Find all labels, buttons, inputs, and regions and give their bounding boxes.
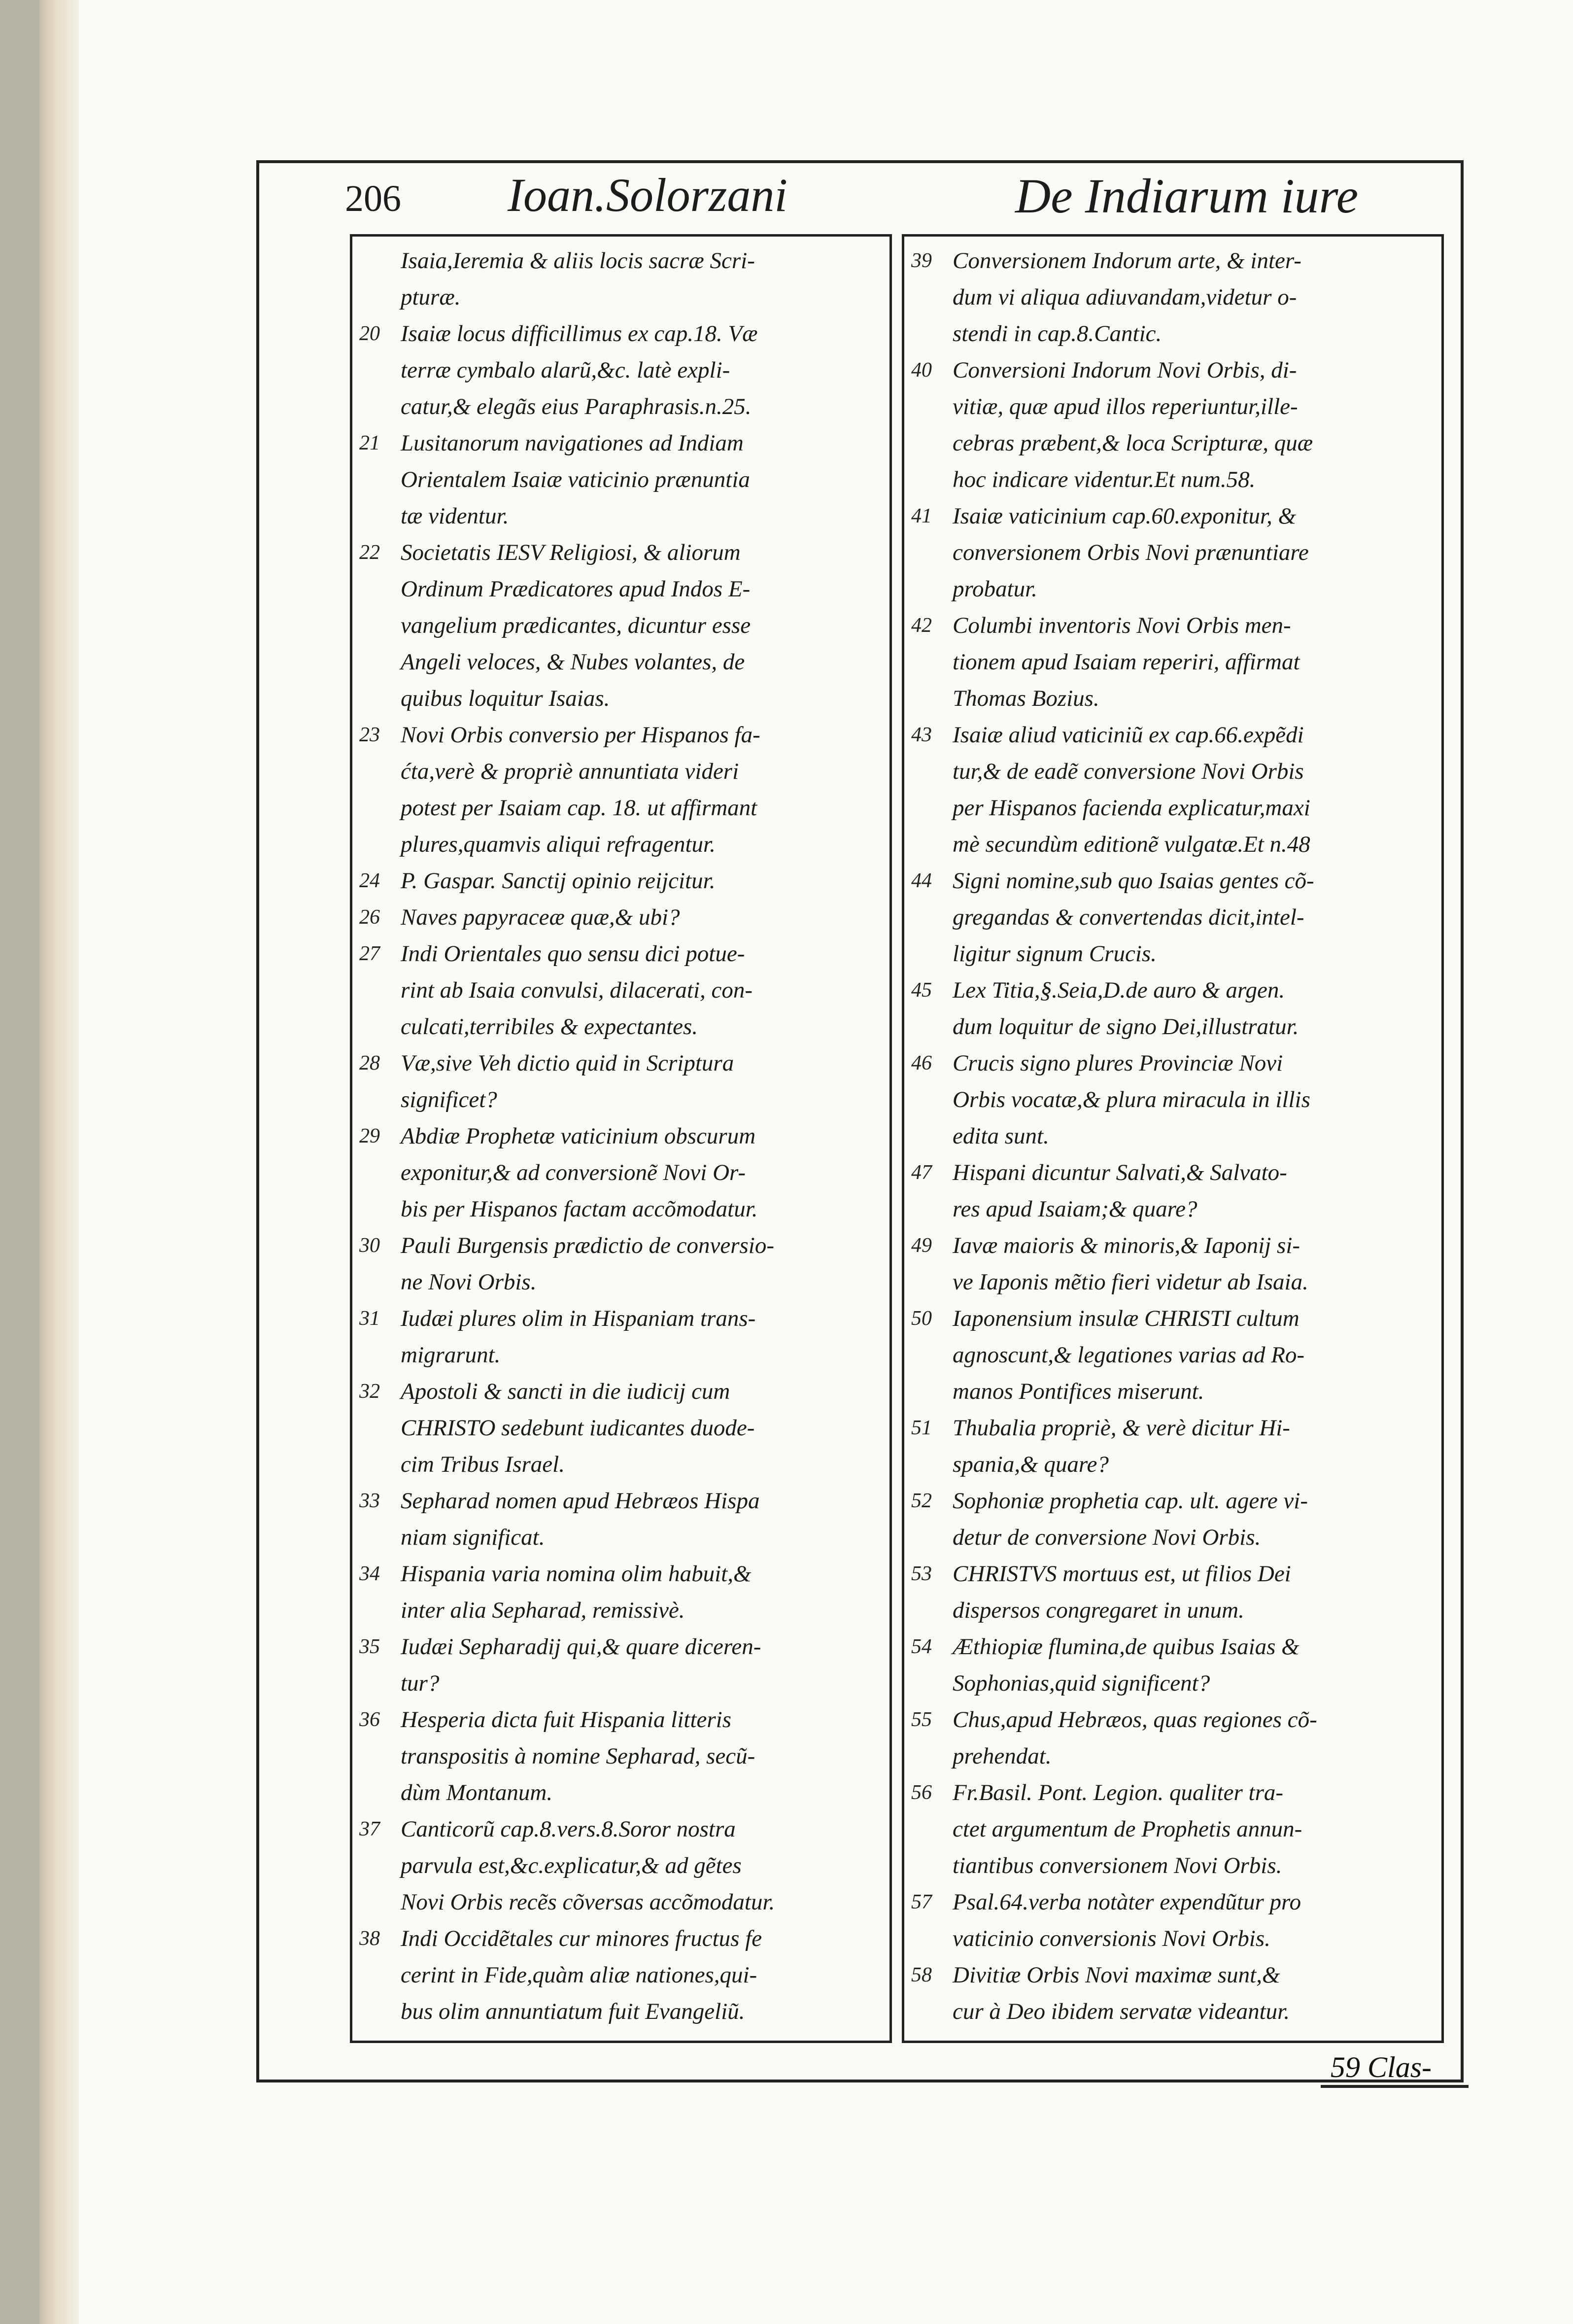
entry-number: 40 — [911, 359, 932, 382]
entry-number: 43 — [911, 724, 932, 746]
entry-text: Væ,sive Veh dictio quid in Scriptura significet? — [401, 1050, 734, 1112]
right-column — [902, 234, 1444, 2043]
entry-number: 56 — [911, 1781, 932, 1804]
entry-number: 44 — [911, 869, 932, 892]
index-entry — [911, 1227, 1435, 1300]
index-entry — [359, 1811, 883, 1920]
index-entry — [911, 1483, 1435, 1556]
entry-text: Apostoli & sancti in die iudicij cum CHRISTO sedebunt iudicantes duode- cim Tribus Israel. — [401, 1379, 755, 1477]
entry-number: 32 — [359, 1380, 380, 1403]
entry-text: Hispani dicuntur Salvati,& Salvato- res apud Isaiam;& quare? — [953, 1160, 1287, 1222]
entry-text: Pauli Burgensis prædictio de conversio- ne Novi Orbis. — [401, 1233, 774, 1295]
entry-number: 20 — [359, 322, 380, 345]
entry-text: Columbi inventoris Novi Orbis men- tionem apud Isaiam reperiri, affirmat Thomas Bozius. — [953, 613, 1300, 711]
entry-number: 46 — [911, 1052, 932, 1075]
index-entry — [359, 1373, 883, 1483]
entry-number: 38 — [359, 1927, 380, 1950]
index-entry — [359, 863, 883, 899]
entry-number: 27 — [359, 942, 380, 965]
entry-text: Isaiæ vaticinium cap.60.exponitur, & conversionem Orbis Novi prænuntiare probatur. — [953, 503, 1309, 602]
entry-text: Fr.Basil. Pont. Legion. qualiter tra- ctet argumentum de Prophetis annun- tiantibus conversionem Novi Orbis. — [953, 1780, 1302, 1878]
index-entry — [359, 243, 883, 315]
index-entry — [911, 1154, 1435, 1227]
entry-number: 31 — [359, 1307, 380, 1330]
entry-text: Æthiopiæ flumina,de quibus Isaias & Sophonias,quid significent? — [953, 1634, 1299, 1696]
entry-number: 36 — [359, 1708, 380, 1731]
entry-text: Conversionem Indorum arte, & inter- dum vi aliqua adiuvandam,videtur o- stendi in cap.8.Cantic. — [953, 248, 1301, 347]
entry-number: 33 — [359, 1490, 380, 1512]
entry-number: 30 — [359, 1234, 380, 1257]
index-entry — [359, 315, 883, 425]
index-entry — [911, 1774, 1435, 1884]
entry-number: 57 — [911, 1891, 932, 1913]
page-gutter — [39, 0, 79, 2324]
entry-text: P. Gaspar. Sanctij opinio reijcitur. — [401, 868, 716, 894]
entry-number: 55 — [911, 1708, 932, 1731]
header-author: Ioan.Solorzani — [508, 169, 788, 221]
index-entry — [911, 498, 1435, 607]
index-entry — [359, 717, 883, 863]
index-entry — [911, 1300, 1435, 1410]
entry-text: Hesperia dicta fuit Hispania litteris transpositis à nomine Sepharad, secũ- dùm Montanum. — [401, 1707, 755, 1805]
index-entry — [359, 534, 883, 717]
entry-number: 41 — [911, 505, 932, 527]
entry-number: 35 — [359, 1635, 380, 1658]
index-entry — [359, 1045, 883, 1118]
index-entry — [911, 1884, 1435, 1957]
entry-text: Conversioni Indorum Novi Orbis, di- vitiæ, quæ apud illos reperiuntur,ille- cebras præbent,& loca Scripturæ, quæ hoc indicare videntur.Et num.58. — [953, 357, 1313, 492]
entry-number: 29 — [359, 1125, 380, 1147]
index-entry — [359, 1483, 883, 1556]
index-entry — [359, 1118, 883, 1227]
index-entry — [911, 1701, 1435, 1774]
entry-text: Canticorũ cap.8.vers.8.Soror nostra parvula est,&c.explicatur,& ad gẽtes Novi Orbis recẽs cõversas accõmodatur. — [401, 1816, 775, 1915]
entry-number: 58 — [911, 1964, 932, 1986]
entry-number: 51 — [911, 1417, 932, 1439]
index-entry — [359, 1629, 883, 1701]
running-header — [345, 168, 1449, 232]
entry-text: Iudæi Sepharadij qui,& quare diceren- tur? — [401, 1634, 761, 1696]
entry-text: Divitiæ Orbis Novi maximæ sunt,& cur à Deo ibidem servatæ videantur. — [953, 1962, 1290, 2024]
entry-text: Societatis IESV Religiosi, & aliorum Ordinum Prædicatores apud Indos E- vangelium prædicantes, dicuntur esse Angeli veloces, & Nubes volantes, de quibus loquitur Isaias. — [401, 540, 751, 711]
entry-text: Indi Occidẽtales cur minores fructus fe cerint in Fide,quàm aliæ nationes,qui- bus olim annuntiatum fuit Evangeliũ. — [401, 1926, 762, 2024]
entry-text: Lex Titia,§.Seia,D.de auro & argen. dum loquitur de signo Dei,illustratur. — [953, 977, 1299, 1040]
entry-text: Indi Orientales quo sensu dici potue- rint ab Isaia convulsi, dilacerati, con- culcati,terribiles & expectantes. — [401, 941, 753, 1040]
index-entry — [911, 863, 1435, 972]
page-number: 206 — [345, 178, 401, 219]
entry-number: 45 — [911, 979, 932, 1002]
index-entry — [359, 899, 883, 936]
entry-text: Sepharad nomen apud Hebræos Hispa niam significat. — [401, 1488, 760, 1550]
index-entry — [911, 972, 1435, 1045]
index-entry — [911, 1957, 1435, 2030]
entry-text: Abdiæ Prophetæ vaticinium obscurum exponitur,& ad conversionẽ Novi Or- bis per Hispanos factam accõmodatur. — [401, 1123, 758, 1222]
entry-text: Crucis signo plures Provinciæ Novi Orbis vocatæ,& plura miracula in illis edita sunt. — [953, 1050, 1310, 1149]
entry-text: CHRISTVS mortuus est, ut filios Dei dispersos congregaret in unum. — [953, 1561, 1291, 1623]
entry-text: Isaia,Ieremia & aliis locis sacræ Scri- pturæ. — [401, 248, 755, 310]
entry-text: Signi nomine,sub quo Isaias gentes cõ- gregandas & convertendas dicit,intel- ligitur signum Crucis. — [953, 868, 1314, 967]
left-column — [350, 234, 892, 2043]
index-entry — [359, 1227, 883, 1300]
index-entry — [911, 352, 1435, 498]
entry-number: 42 — [911, 614, 932, 637]
entry-text: Hispania varia nomina olim habuit,& inter alia Sepharad, remissivè. — [401, 1561, 752, 1623]
index-entry — [359, 936, 883, 1045]
footer-rule — [1321, 2085, 1469, 2088]
entry-text: Isaiæ aliud vaticiniũ ex cap.66.expẽdi tur,& de eadẽ conversione Novi Orbis per Hispanos facienda explicatur,maxi mè secundùm editionẽ vulgatæ.Et n.48 — [953, 722, 1310, 857]
entry-number: 34 — [359, 1562, 380, 1585]
index-entry — [911, 1629, 1435, 1701]
index-entry — [911, 1410, 1435, 1483]
index-entry — [911, 717, 1435, 863]
entry-number: 39 — [911, 249, 932, 272]
entry-number: 23 — [359, 724, 380, 746]
entry-text: Lusitanorum navigationes ad Indiam Orientalem Isaiæ vaticinio prænuntia tæ videntur. — [401, 430, 750, 529]
entry-text: Psal.64.verba notàter expendũtur pro vaticinio conversionis Novi Orbis. — [953, 1889, 1301, 1951]
entry-number: 37 — [359, 1818, 380, 1840]
entry-text: Naves papyraceæ quæ,& ubi? — [401, 904, 680, 930]
entry-number: 49 — [911, 1234, 932, 1257]
catchword: 59 Clas- — [1331, 2051, 1432, 2083]
entry-number: 26 — [359, 906, 380, 929]
index-entry — [359, 425, 883, 534]
index-entry — [911, 607, 1435, 717]
entry-text: Thubalia propriè, & verè dicitur Hi- spania,& quare? — [953, 1415, 1290, 1477]
entry-number: 53 — [911, 1562, 932, 1585]
entry-number: 21 — [359, 432, 380, 454]
index-entry — [911, 1045, 1435, 1154]
entry-text: Iaponensium insulæ CHRISTI cultum agnoscunt,& legationes varias ad Ro- manos Pontifices miserunt. — [953, 1306, 1305, 1404]
entry-number: 50 — [911, 1307, 932, 1330]
index-entry — [359, 1920, 883, 2030]
index-entry — [911, 243, 1435, 352]
index-entry — [359, 1701, 883, 1811]
entry-text: Iudæi plures olim in Hispaniam trans- migrarunt. — [401, 1306, 756, 1368]
entry-number: 22 — [359, 541, 380, 564]
index-entry — [359, 1556, 883, 1629]
entry-text: Chus,apud Hebræos, quas regiones cõ- prehendat. — [953, 1707, 1317, 1769]
entry-number: 28 — [359, 1052, 380, 1075]
index-entry — [359, 1300, 883, 1373]
entry-number: 47 — [911, 1161, 932, 1184]
entry-number: 54 — [911, 1635, 932, 1658]
entry-text: Sophoniæ prophetia cap. ult. agere vi- detur de conversione Novi Orbis. — [953, 1488, 1308, 1550]
header-title: De Indiarum iure — [1015, 169, 1359, 223]
entry-text: Novi Orbis conversio per Hispanos fa- ćta,verè & propriè annuntiata videri potest per Isaiam cap. 18. ut affirmant plures,quamvis aliqui refragentur. — [401, 722, 760, 857]
entry-text: Isaiæ locus difficillimus ex cap.18. Væ terræ cymbalo alarũ,&c. latè expli- catur,& elegãs eius Paraphrasis.n.25. — [401, 321, 758, 419]
entry-number: 24 — [359, 869, 380, 892]
entry-text: Iavæ maioris & minoris,& Iaponij si- ve Iaponis mẽtio fieri videtur ab Isaia. — [953, 1233, 1308, 1295]
index-entry — [911, 1556, 1435, 1629]
entry-number: 52 — [911, 1490, 932, 1512]
